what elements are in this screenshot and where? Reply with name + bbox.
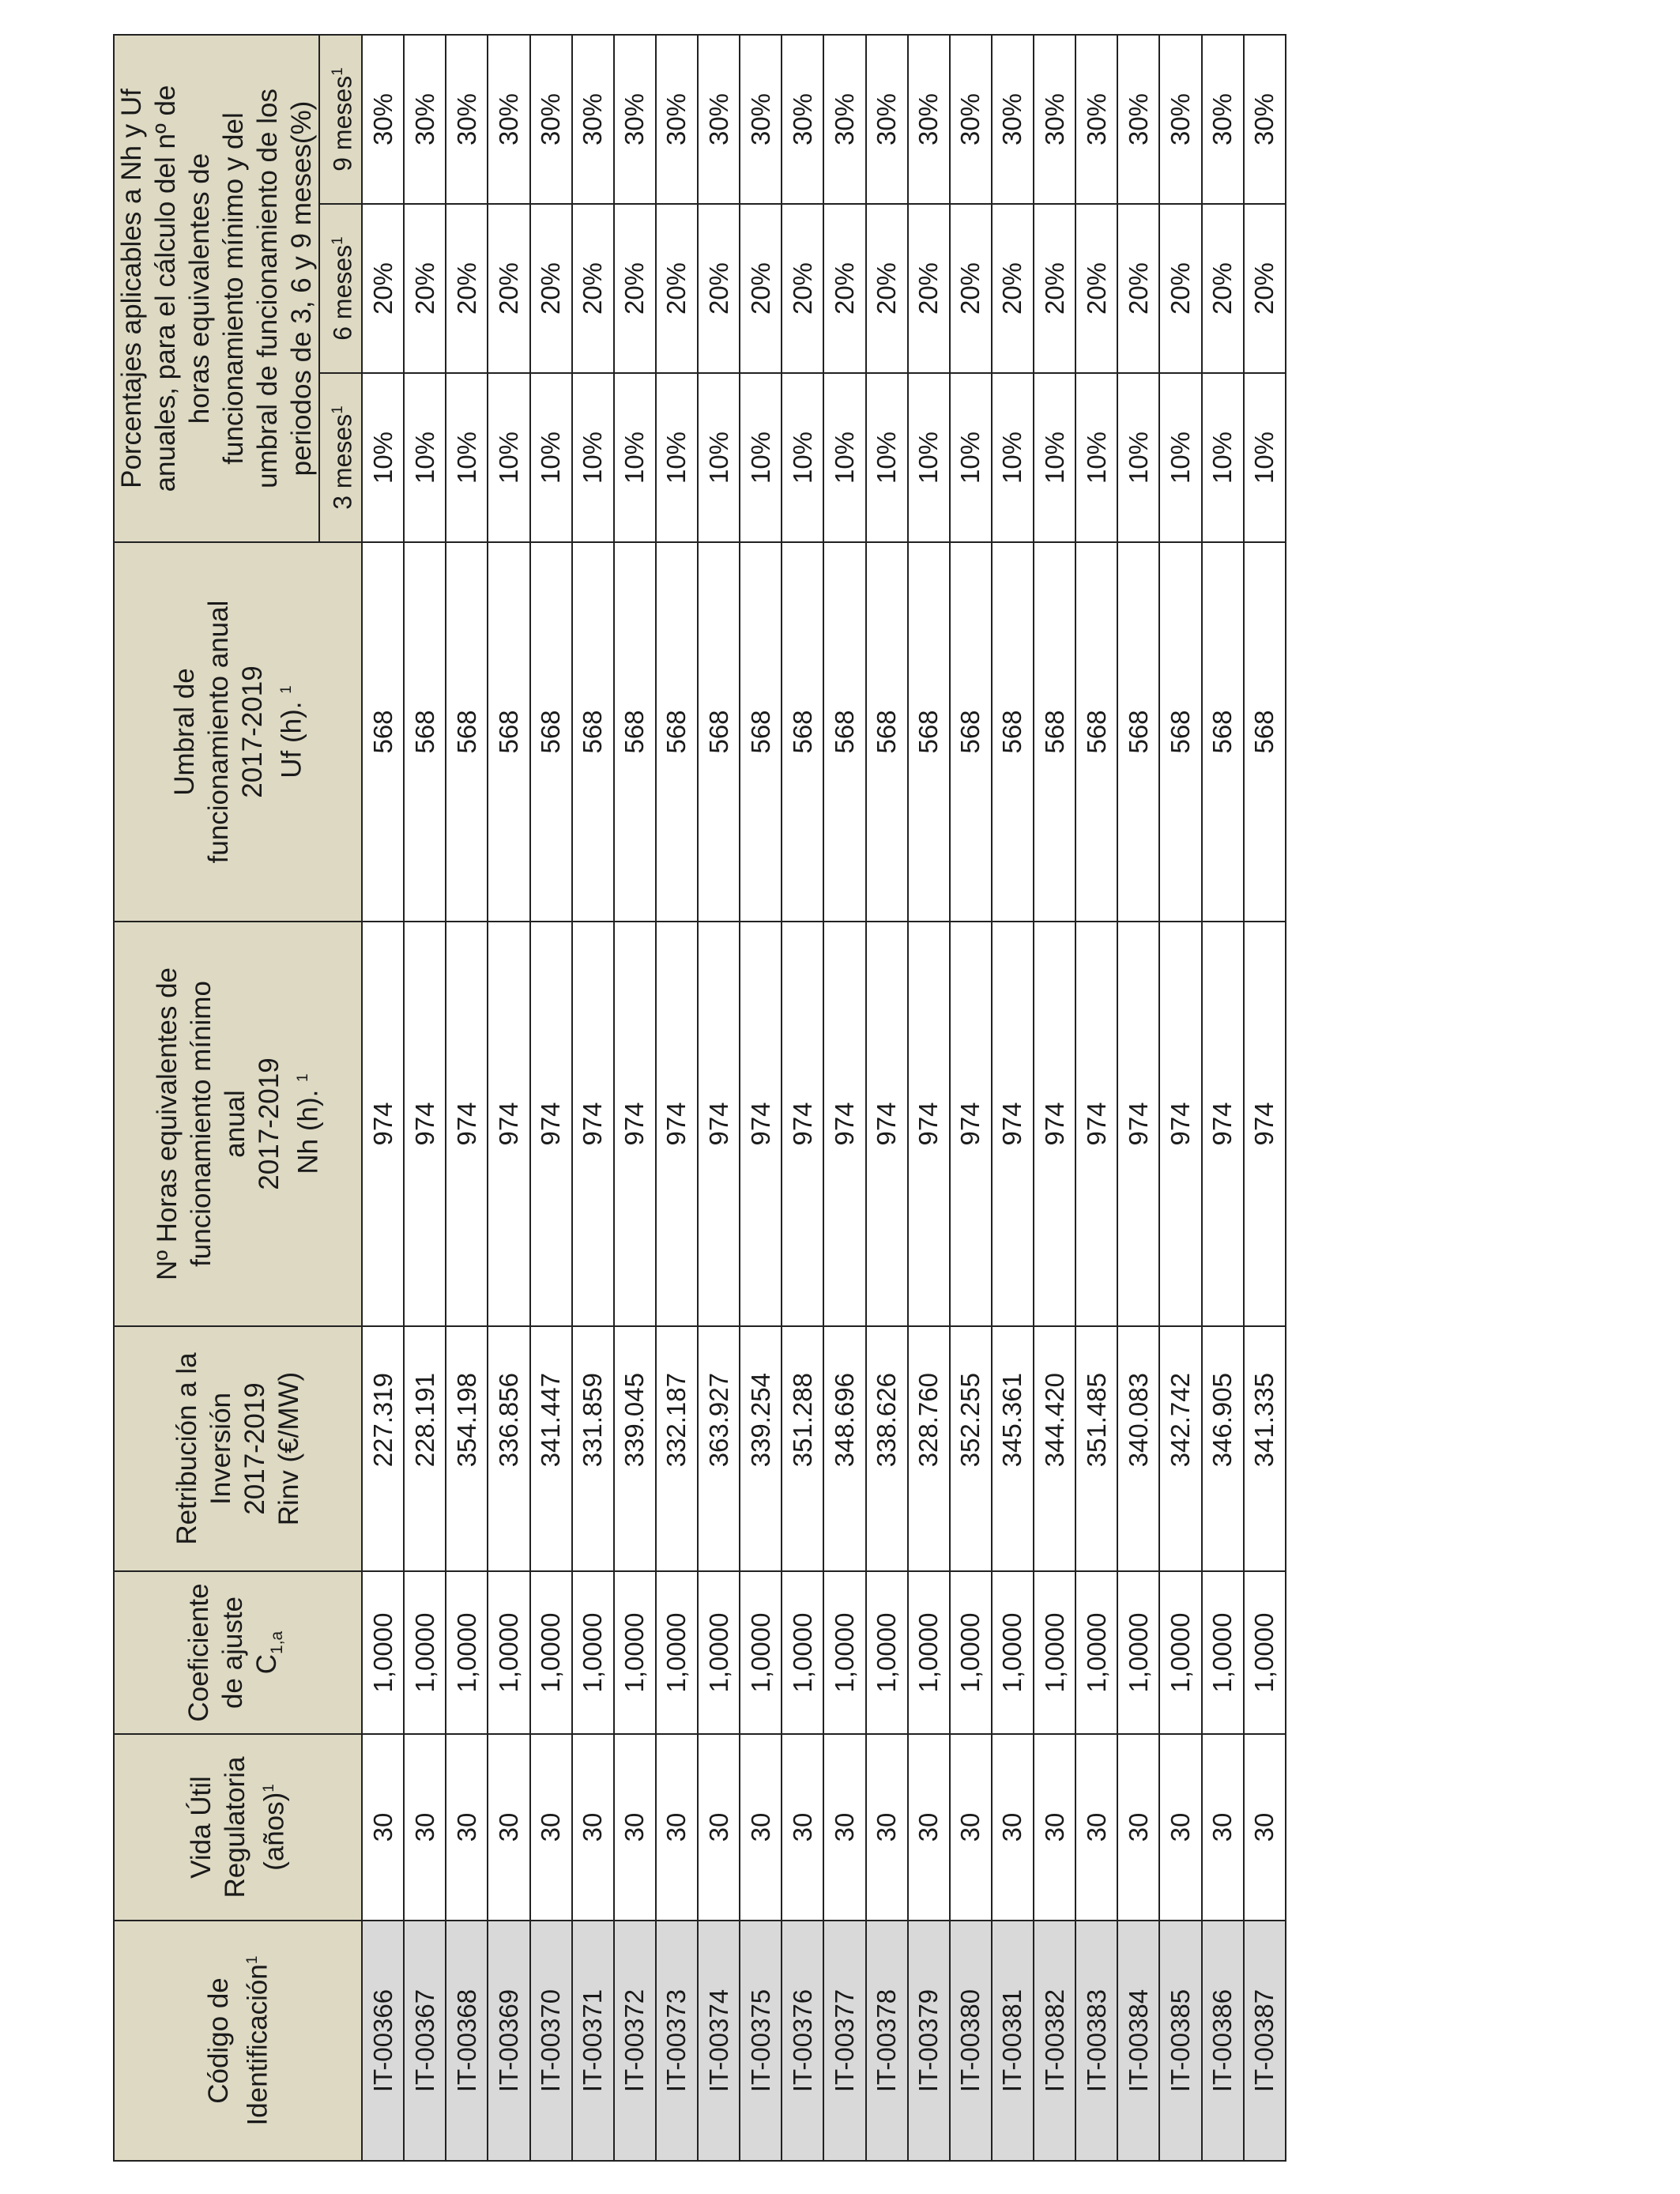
cell-9-meses: 30% xyxy=(908,35,950,204)
cell-6-meses: 20% xyxy=(446,204,488,373)
cell-9-meses: 30% xyxy=(572,35,614,204)
cell-3-meses: 10% xyxy=(362,373,404,542)
cell-vida-util: 30 xyxy=(992,1734,1034,1921)
header-6-meses xyxy=(319,204,362,373)
cell-coeficiente: 1,0000 xyxy=(362,1571,404,1734)
cell-codigo: IT-00372 xyxy=(614,1921,656,2161)
cell-vida-util: 30 xyxy=(908,1734,950,1921)
header-coef-line2: de ajuste xyxy=(217,1596,248,1710)
cell-horas-equivalentes: 974 xyxy=(656,922,698,1326)
cell-retribucion: 332.187 xyxy=(656,1326,698,1571)
cell-umbral: 568 xyxy=(656,542,698,922)
cell-umbral: 568 xyxy=(404,542,446,922)
cell-9-meses: 30% xyxy=(698,35,740,204)
header-rinv-line3: 2017-2019 xyxy=(239,1382,270,1515)
table-row xyxy=(1117,35,1159,2161)
cell-coeficiente: 1,0000 xyxy=(446,1571,488,1734)
cell-retribucion: 341.335 xyxy=(1244,1326,1286,1571)
cell-6-meses: 20% xyxy=(1244,204,1286,373)
cell-vida-util: 30 xyxy=(614,1734,656,1921)
cell-horas-equivalentes: 974 xyxy=(1159,922,1201,1326)
cell-horas-equivalentes: 974 xyxy=(908,922,950,1326)
cell-9-meses: 30% xyxy=(656,35,698,204)
table-row xyxy=(404,35,446,2161)
header-uf-line1: Umbral de xyxy=(168,668,200,796)
cell-retribucion: 336.856 xyxy=(488,1326,529,1571)
cell-horas-equivalentes: 974 xyxy=(530,922,572,1326)
cell-6-meses: 20% xyxy=(1202,204,1244,373)
table-row xyxy=(488,35,529,2161)
cell-3-meses: 10% xyxy=(530,373,572,542)
table-row xyxy=(992,35,1034,2161)
cell-3-meses: 10% xyxy=(740,373,782,542)
cell-vida-util: 30 xyxy=(656,1734,698,1921)
header-3-meses xyxy=(319,373,362,542)
header-rinv-line1: Retribución a la xyxy=(171,1352,202,1545)
table-row xyxy=(530,35,572,2161)
header-codigo-footnote: 1 xyxy=(243,1955,261,1965)
cell-6-meses: 20% xyxy=(866,204,908,373)
cell-6-meses: 20% xyxy=(698,204,740,373)
cell-3-meses: 10% xyxy=(866,373,908,542)
header-rinv-line4: Rinv (€/MW) xyxy=(273,1371,304,1526)
cell-vida-util: 30 xyxy=(950,1734,992,1921)
cell-retribucion: 328.760 xyxy=(908,1326,950,1571)
cell-coeficiente: 1,0000 xyxy=(782,1571,823,1734)
cell-umbral: 568 xyxy=(1202,542,1244,922)
cell-codigo: IT-00387 xyxy=(1244,1921,1286,2161)
header-uf-line4: Uf (h). xyxy=(276,701,307,778)
cell-coeficiente: 1,0000 xyxy=(1159,1571,1201,1734)
cell-vida-util: 30 xyxy=(823,1734,865,1921)
cell-horas-equivalentes: 974 xyxy=(1034,922,1075,1326)
cell-horas-equivalentes: 974 xyxy=(992,922,1034,1326)
cell-retribucion: 346.905 xyxy=(1202,1326,1244,1571)
cell-3-meses: 10% xyxy=(823,373,865,542)
cell-6-meses: 20% xyxy=(823,204,865,373)
header-nh-line2: funcionamiento mínimo xyxy=(186,981,217,1267)
header-uf-line3: 2017-2019 xyxy=(236,665,268,798)
cell-vida-util: 30 xyxy=(698,1734,740,1921)
cell-vida-util: 30 xyxy=(530,1734,572,1921)
cell-vida-util: 30 xyxy=(1159,1734,1201,1921)
cell-9-meses: 30% xyxy=(866,35,908,204)
cell-9-meses: 30% xyxy=(1202,35,1244,204)
table-row xyxy=(1034,35,1075,2161)
table-body xyxy=(362,35,1286,2161)
cell-3-meses: 10% xyxy=(950,373,992,542)
cell-6-meses: 20% xyxy=(572,204,614,373)
cell-horas-equivalentes: 974 xyxy=(446,922,488,1326)
cell-3-meses: 10% xyxy=(992,373,1034,542)
header-pct-line4: funcionamiento mínimo y del xyxy=(218,112,249,465)
header-retribucion xyxy=(114,1326,362,1571)
cell-umbral: 568 xyxy=(782,542,823,922)
cell-6-meses: 20% xyxy=(362,204,404,373)
cell-umbral: 568 xyxy=(1075,542,1117,922)
cell-coeficiente: 1,0000 xyxy=(614,1571,656,1734)
cell-6-meses: 20% xyxy=(614,204,656,373)
cell-vida-util: 30 xyxy=(362,1734,404,1921)
table-row xyxy=(572,35,614,2161)
cell-horas-equivalentes: 974 xyxy=(950,922,992,1326)
cell-retribucion: 342.742 xyxy=(1159,1326,1201,1571)
cell-umbral: 568 xyxy=(1244,542,1286,922)
cell-vida-util: 30 xyxy=(404,1734,446,1921)
cell-6-meses: 20% xyxy=(530,204,572,373)
cell-umbral: 568 xyxy=(1117,542,1159,922)
header-rinv-line2: Inversión xyxy=(205,1392,236,1506)
cell-9-meses: 30% xyxy=(1075,35,1117,204)
cell-umbral: 568 xyxy=(992,542,1034,922)
cell-9-meses: 30% xyxy=(992,35,1034,204)
cell-coeficiente: 1,0000 xyxy=(1202,1571,1244,1734)
cell-codigo: IT-00384 xyxy=(1117,1921,1159,2161)
cell-retribucion: 340.083 xyxy=(1117,1326,1159,1571)
header-vida-util xyxy=(114,1734,362,1921)
header-vida-line3: (años) xyxy=(258,1792,290,1871)
header-uf-footnote: 1 xyxy=(277,685,295,694)
cell-9-meses: 30% xyxy=(740,35,782,204)
header-3-meses-label: 3 meses xyxy=(328,413,357,510)
cell-umbral: 568 xyxy=(1159,542,1201,922)
cell-codigo: IT-00379 xyxy=(908,1921,950,2161)
cell-6-meses: 20% xyxy=(992,204,1034,373)
table-row xyxy=(823,35,865,2161)
cell-coeficiente: 1,0000 xyxy=(823,1571,865,1734)
cell-retribucion: 344.420 xyxy=(1034,1326,1075,1571)
cell-umbral: 568 xyxy=(530,542,572,922)
cell-coeficiente: 1,0000 xyxy=(1034,1571,1075,1734)
cell-vida-util: 30 xyxy=(572,1734,614,1921)
cell-coeficiente: 1,0000 xyxy=(1244,1571,1286,1734)
cell-6-meses: 20% xyxy=(782,204,823,373)
table-row xyxy=(614,35,656,2161)
cell-3-meses: 10% xyxy=(1159,373,1201,542)
remuneration-table xyxy=(113,34,1286,2162)
cell-codigo: IT-00382 xyxy=(1034,1921,1075,2161)
cell-horas-equivalentes: 974 xyxy=(1075,922,1117,1326)
cell-retribucion: 348.696 xyxy=(823,1326,865,1571)
cell-horas-equivalentes: 974 xyxy=(866,922,908,1326)
cell-horas-equivalentes: 974 xyxy=(782,922,823,1326)
cell-6-meses: 20% xyxy=(740,204,782,373)
cell-9-meses: 30% xyxy=(488,35,529,204)
cell-3-meses: 10% xyxy=(1244,373,1286,542)
cell-3-meses: 10% xyxy=(572,373,614,542)
cell-umbral: 568 xyxy=(740,542,782,922)
table-row xyxy=(740,35,782,2161)
cell-9-meses: 30% xyxy=(1244,35,1286,204)
cell-horas-equivalentes: 974 xyxy=(614,922,656,1326)
cell-3-meses: 10% xyxy=(446,373,488,542)
header-pct-line1: Porcentajes aplicables a Nh y Uf xyxy=(116,89,147,488)
cell-retribucion: 339.254 xyxy=(740,1326,782,1571)
cell-vida-util: 30 xyxy=(740,1734,782,1921)
cell-coeficiente: 1,0000 xyxy=(488,1571,529,1734)
cell-9-meses: 30% xyxy=(404,35,446,204)
header-coef-line1: Coeficiente xyxy=(183,1583,214,1722)
header-9-meses-footnote: 1 xyxy=(330,67,347,76)
cell-umbral: 568 xyxy=(698,542,740,922)
cell-9-meses: 30% xyxy=(362,35,404,204)
header-umbral xyxy=(114,542,362,922)
cell-codigo: IT-00386 xyxy=(1202,1921,1244,2161)
cell-codigo: IT-00374 xyxy=(698,1921,740,2161)
header-pct-line3: horas equivalentes de xyxy=(184,153,215,424)
cell-umbral: 568 xyxy=(614,542,656,922)
cell-3-meses: 10% xyxy=(404,373,446,542)
cell-coeficiente: 1,0000 xyxy=(572,1571,614,1734)
table-row xyxy=(698,35,740,2161)
cell-codigo: IT-00371 xyxy=(572,1921,614,2161)
cell-umbral: 568 xyxy=(572,542,614,922)
cell-coeficiente: 1,0000 xyxy=(740,1571,782,1734)
cell-umbral: 568 xyxy=(908,542,950,922)
cell-umbral: 568 xyxy=(950,542,992,922)
cell-retribucion: 339.045 xyxy=(614,1326,656,1571)
cell-horas-equivalentes: 974 xyxy=(1244,922,1286,1326)
cell-vida-util: 30 xyxy=(1244,1734,1286,1921)
table-row xyxy=(950,35,992,2161)
table-row xyxy=(1202,35,1244,2161)
table-row xyxy=(1075,35,1117,2161)
header-codigo-line1: Código de xyxy=(202,1977,234,2104)
cell-9-meses: 30% xyxy=(823,35,865,204)
cell-retribucion: 351.485 xyxy=(1075,1326,1117,1571)
cell-codigo: IT-00366 xyxy=(362,1921,404,2161)
cell-6-meses: 20% xyxy=(1034,204,1075,373)
header-vida-footnote: 1 xyxy=(261,1784,278,1793)
cell-3-meses: 10% xyxy=(1075,373,1117,542)
cell-codigo: IT-00377 xyxy=(823,1921,865,2161)
header-pct-line6: periodos de 3, 6 y 9 meses(%) xyxy=(286,100,317,477)
cell-9-meses: 30% xyxy=(446,35,488,204)
cell-umbral: 568 xyxy=(488,542,529,922)
cell-9-meses: 30% xyxy=(782,35,823,204)
cell-coeficiente: 1,0000 xyxy=(992,1571,1034,1734)
cell-codigo: IT-00367 xyxy=(404,1921,446,2161)
table-row xyxy=(866,35,908,2161)
cell-coeficiente: 1,0000 xyxy=(656,1571,698,1734)
cell-3-meses: 10% xyxy=(698,373,740,542)
header-porcentajes xyxy=(114,35,319,542)
header-vida-line1: Vida Útil xyxy=(186,1776,217,1879)
rotated-table-wrapper xyxy=(113,36,1286,2162)
cell-9-meses: 30% xyxy=(1117,35,1159,204)
header-nh-line3: anual xyxy=(220,1090,251,1158)
cell-9-meses: 30% xyxy=(530,35,572,204)
header-9-meses xyxy=(319,35,362,204)
cell-horas-equivalentes: 974 xyxy=(362,922,404,1326)
header-codigo xyxy=(114,1921,362,2161)
cell-codigo: IT-00385 xyxy=(1159,1921,1201,2161)
header-nh-line5: Nh (h). xyxy=(292,1089,324,1174)
cell-retribucion: 354.198 xyxy=(446,1326,488,1571)
cell-horas-equivalentes: 974 xyxy=(488,922,529,1326)
cell-3-meses: 10% xyxy=(1202,373,1244,542)
cell-3-meses: 10% xyxy=(1117,373,1159,542)
cell-codigo: IT-00383 xyxy=(1075,1921,1117,2161)
cell-3-meses: 10% xyxy=(488,373,529,542)
cell-9-meses: 30% xyxy=(614,35,656,204)
cell-codigo: IT-00376 xyxy=(782,1921,823,2161)
cell-vida-util: 30 xyxy=(866,1734,908,1921)
header-codigo-line2: Identificación xyxy=(242,1964,273,2126)
cell-retribucion: 338.626 xyxy=(866,1326,908,1571)
header-coef-subscript: 1,a xyxy=(268,1630,286,1654)
cell-coeficiente: 1,0000 xyxy=(866,1571,908,1734)
cell-coeficiente: 1,0000 xyxy=(950,1571,992,1734)
header-nh-line1: Nº Horas equivalentes de xyxy=(152,967,183,1281)
header-6-meses-label: 6 meses xyxy=(328,244,357,341)
cell-retribucion: 352.255 xyxy=(950,1326,992,1571)
header-coef-symbol: C xyxy=(251,1653,282,1675)
cell-horas-equivalentes: 974 xyxy=(1202,922,1244,1326)
cell-retribucion: 341.447 xyxy=(530,1326,572,1571)
cell-6-meses: 20% xyxy=(488,204,529,373)
cell-vida-util: 30 xyxy=(1034,1734,1075,1921)
cell-retribucion: 351.288 xyxy=(782,1326,823,1571)
cell-horas-equivalentes: 974 xyxy=(698,922,740,1326)
cell-vida-util: 30 xyxy=(1075,1734,1117,1921)
cell-coeficiente: 1,0000 xyxy=(1117,1571,1159,1734)
cell-horas-equivalentes: 974 xyxy=(572,922,614,1326)
cell-horas-equivalentes: 974 xyxy=(404,922,446,1326)
cell-6-meses: 20% xyxy=(656,204,698,373)
cell-3-meses: 10% xyxy=(614,373,656,542)
cell-6-meses: 20% xyxy=(1117,204,1159,373)
cell-coeficiente: 1,0000 xyxy=(908,1571,950,1734)
cell-umbral: 568 xyxy=(866,542,908,922)
table-row xyxy=(656,35,698,2161)
cell-vida-util: 30 xyxy=(1202,1734,1244,1921)
cell-3-meses: 10% xyxy=(782,373,823,542)
cell-6-meses: 20% xyxy=(950,204,992,373)
cell-codigo: IT-00375 xyxy=(740,1921,782,2161)
cell-codigo: IT-00381 xyxy=(992,1921,1034,2161)
cell-umbral: 568 xyxy=(362,542,404,922)
header-vida-line2: Regulatoria xyxy=(220,1756,251,1898)
header-3-meses-footnote: 1 xyxy=(330,405,347,414)
table-row xyxy=(446,35,488,2161)
header-9-meses-label: 9 meses xyxy=(328,75,357,172)
header-horas-equivalentes xyxy=(114,922,362,1326)
header-pct-line2: anuales, para el cálculo del nº de xyxy=(150,85,181,492)
cell-umbral: 568 xyxy=(446,542,488,922)
cell-retribucion: 228.191 xyxy=(404,1326,446,1571)
table-row xyxy=(1244,35,1286,2161)
header-nh-footnote: 1 xyxy=(295,1073,312,1082)
cell-6-meses: 20% xyxy=(404,204,446,373)
cell-horas-equivalentes: 974 xyxy=(740,922,782,1326)
cell-umbral: 568 xyxy=(1034,542,1075,922)
header-pct-line5: umbral de funcionamiento de los xyxy=(252,89,283,488)
header-nh-line4: 2017-2019 xyxy=(254,1057,285,1190)
cell-coeficiente: 1,0000 xyxy=(530,1571,572,1734)
table-row xyxy=(362,35,404,2161)
cell-umbral: 568 xyxy=(823,542,865,922)
cell-horas-equivalentes: 974 xyxy=(1117,922,1159,1326)
cell-vida-util: 30 xyxy=(488,1734,529,1921)
table-row xyxy=(782,35,823,2161)
cell-retribucion: 331.859 xyxy=(572,1326,614,1571)
cell-vida-util: 30 xyxy=(446,1734,488,1921)
cell-retribucion: 345.361 xyxy=(992,1326,1034,1571)
cell-3-meses: 10% xyxy=(1034,373,1075,542)
cell-horas-equivalentes: 974 xyxy=(823,922,865,1326)
table-row xyxy=(908,35,950,2161)
cell-codigo: IT-00380 xyxy=(950,1921,992,2161)
cell-codigo: IT-00373 xyxy=(656,1921,698,2161)
table-row xyxy=(1159,35,1201,2161)
cell-coeficiente: 1,0000 xyxy=(404,1571,446,1734)
cell-9-meses: 30% xyxy=(950,35,992,204)
cell-coeficiente: 1,0000 xyxy=(1075,1571,1117,1734)
cell-codigo: IT-00369 xyxy=(488,1921,529,2161)
cell-codigo: IT-00368 xyxy=(446,1921,488,2161)
cell-coeficiente: 1,0000 xyxy=(698,1571,740,1734)
cell-3-meses: 10% xyxy=(656,373,698,542)
cell-vida-util: 30 xyxy=(782,1734,823,1921)
cell-6-meses: 20% xyxy=(1075,204,1117,373)
header-6-meses-footnote: 1 xyxy=(330,236,347,245)
cell-9-meses: 30% xyxy=(1034,35,1075,204)
cell-retribucion: 227.319 xyxy=(362,1326,404,1571)
header-uf-line2: funcionamiento anual xyxy=(202,600,234,864)
cell-retribucion: 363.927 xyxy=(698,1326,740,1571)
cell-9-meses: 30% xyxy=(1159,35,1201,204)
cell-vida-util: 30 xyxy=(1117,1734,1159,1921)
cell-3-meses: 10% xyxy=(908,373,950,542)
cell-codigo: IT-00370 xyxy=(530,1921,572,2161)
cell-6-meses: 20% xyxy=(908,204,950,373)
cell-codigo: IT-00378 xyxy=(866,1921,908,2161)
header-coeficiente xyxy=(114,1571,362,1734)
cell-6-meses: 20% xyxy=(1159,204,1201,373)
